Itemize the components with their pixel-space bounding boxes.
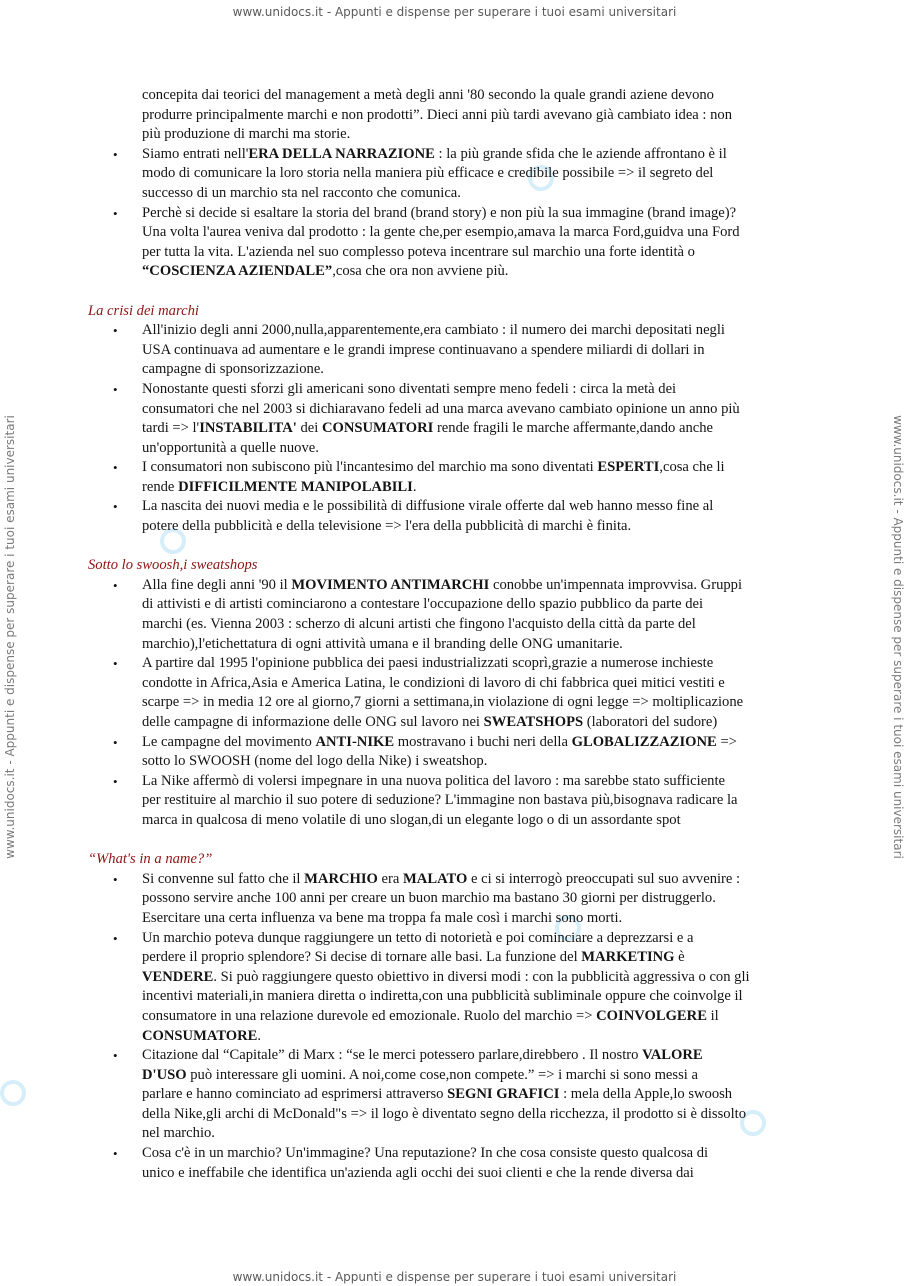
list-item: [0, 870, 909, 929]
bullet-icon: •: [113, 871, 118, 887]
text-line: La Nike affermò di volersi impegnare in una nuova politica del lavoro : ma sarebbe stato sufficiente: [142, 772, 726, 789]
section-title: La crisi dei marchi: [88, 302, 199, 319]
text-line: parlare e hanno cominciato ad esprimersi attraverso SEGNI GRAFICI : mela della Apple,lo swoosh: [142, 1086, 733, 1103]
bullet-icon: •: [113, 1048, 118, 1064]
text-line: I consumatori non subiscono più l'incantesimo del marchio ma sono diventati ESPERTI,cosa che li: [142, 459, 725, 476]
text-line: della Nike,gli archi di McDonald"s => il logo è diventato segno della ricchezza, il prodotto si è dissolto: [142, 1105, 746, 1122]
text-line: marca in qualcosa di meno volatile di uno slogan,di un elegante logo o di un assordante spot: [142, 811, 681, 828]
bullet-icon: •: [113, 773, 118, 789]
text-line: Alla fine degli anni '90 il MOVIMENTO ANTIMARCHI conobbe un'impennata improvvisa. Gruppi: [142, 576, 743, 593]
section: [0, 302, 909, 537]
text-line: Una volta l'aurea veniva dal prodotto : la gente che,per esempio,amava la marca Ford,guidva una Ford: [142, 224, 740, 241]
text-line: D'USO può interessare gli uomini. A noi,come cose,non compete.” => i marchi si sono messi a: [142, 1066, 698, 1083]
text-line: Un marchio poteva dunque raggiungere un tetto di notorietà e poi cominciare a deprezzarsi e a: [142, 929, 694, 946]
list-item: [0, 654, 909, 732]
bullet-icon: •: [113, 1146, 118, 1162]
text-line: Cosa c'è in un marchio? Un'immagine? Una reputazione? In che cosa consiste questo qualcosa di: [142, 1145, 709, 1162]
watermark-right: www.unidocs.it - Appunti e dispense per superare i tuoi esami universitari: [891, 415, 905, 859]
bullet-icon: •: [113, 499, 118, 515]
text-line: concepita dai teorici del management a metà degli anni '80 secondo la quale grandi aziene devono: [142, 87, 714, 103]
text-line: CONSUMATORE.: [142, 1027, 262, 1044]
text-line: sotto lo SWOOSH (nome del logo della Nike) i sweatshop.: [142, 753, 488, 770]
text-line: tardi => l'INSTABILITA' dei CONSUMATORI rende fragili le marche affermante,dando anche: [142, 420, 713, 437]
text-line: La nascita dei nuovi media e le possibilità di diffusione virale offerte dal web hanno messo fine al: [142, 498, 714, 515]
list-item: [0, 458, 909, 497]
list-item: [0, 321, 909, 380]
bullet-icon: •: [113, 205, 118, 221]
bullet-icon: •: [113, 146, 118, 162]
bullet-icon: •: [113, 381, 118, 397]
text-line: Si convenne sul fatto che il MARCHIO era MALATO e ci si interrogò preoccupati sul suo avvenire :: [142, 870, 741, 887]
watermark-bottom: www.unidocs.it - Appunti e dispense per superare i tuoi esami universitari: [232, 1270, 677, 1284]
text-line: per tutta la vita. L'azienda nel suo complesso poteva incentrare sul marchio una forte identità o: [142, 243, 695, 260]
text-line: A partire dal 1995 l'opinione pubblica dei paesi industrializzati scoprì,grazie a numerose inchieste: [142, 655, 714, 672]
text-line: marchi (es. Vienna 2003 : scherzo di alcuni artisti che fingono l'acquisto della città da parte del: [142, 616, 696, 633]
list-item: [0, 497, 909, 536]
text-line: nel marchio.: [142, 1125, 215, 1142]
text-line: Esercitare una certa influenza va bene ma troppa fa male così i marchi sono morti.: [142, 909, 623, 926]
text-line: marchio),l'etichettatura di ogni attività umana e il branding delle ONG umanitarie.: [142, 635, 623, 652]
list-item: [0, 380, 909, 458]
text-line: rende DIFFICILMENTE MANIPOLABILI.: [142, 478, 417, 495]
text-line: VENDERE. Si può raggiungere questo obiettivo in diversi modi : con la pubblicità aggressiva o con gli: [142, 968, 750, 985]
text-line: consumatore in una relazione durevole ed emozionale. Ruolo del marchio => COINVOLGERE il: [142, 1007, 719, 1024]
text-line: Siamo entrati nell'ERA DELLA NARRAZIONE : la più grande sfida che le aziende affrontano è il: [142, 145, 727, 162]
section-title: Sotto lo swoosh,i sweatshops: [88, 557, 258, 574]
watermark-left: www.unidocs.it - Appunti e dispense per superare i tuoi esami universitari: [3, 415, 17, 859]
bullet-icon: •: [113, 323, 118, 339]
text-line: Citazione dal “Capitale” di Marx : “se le merci potessero parlare,direbbero . Il nostro VALORE: [142, 1047, 703, 1064]
text-line: condotte in Africa,Asia e America Latina, le condizioni di lavoro di chi fabbrica quei mitici vestiti e: [142, 674, 725, 691]
text-line: All'inizio degli anni 2000,nulla,apparentemente,era cambiato : il numero dei marchi depositati negli: [142, 322, 725, 339]
text-line: potere della pubblicità e della televisione => l'era della pubblicità di marchi è finita.: [142, 518, 632, 535]
bullet-icon: •: [113, 656, 118, 672]
text-line: perdere il proprio splendore? Si decise di tornare alle basi. La funzione del MARKETING è: [142, 949, 685, 966]
list-item: [0, 1144, 909, 1183]
section: [0, 556, 909, 830]
intro-block: [0, 86, 909, 282]
text-line: consumatori che nel 2003 si dichiaravano fedeli ad una marca avevano cambiato opinione un anno più: [142, 400, 740, 417]
watermark-top: www.unidocs.it - Appunti e dispense per superare i tuoi esami universitari: [232, 5, 677, 19]
list-item: [0, 733, 909, 772]
text-line: “COSCIENZA AZIENDALE”,cosa che ora non avviene più.: [142, 263, 509, 280]
text-line: un'opportunità a quelle nuove.: [142, 439, 319, 456]
list-item: [0, 772, 909, 831]
text-line: delle campagne di informazione delle ONG sul lavoro nei SWEATSHOPS (laboratori del sudore): [142, 714, 718, 730]
text-line: Le campagne del movimento ANTI-NIKE mostravano i buchi neri della GLOBALIZZAZIONE =>: [142, 733, 737, 750]
text-line: scarpe => in media 12 ore al giorno,7 giorni a settimana,in violazione di ogni legge => moltiplicazione: [142, 694, 744, 711]
text-line: campagne di sponsorizzazione.: [142, 361, 324, 378]
text-line: Perchè si decide si esaltare la storia del brand (brand story) e non più la sua immagine (brand image)?: [142, 204, 737, 221]
list-item: [0, 1046, 909, 1144]
bullet-icon: •: [113, 460, 118, 476]
text-line: produrre principalmente marchi e non prodotti”. Dieci anni più tardi avevano già cambiato idea : non: [142, 106, 733, 123]
section: [0, 850, 909, 1183]
text-line: successo di un marchio sta nel racconto che comunica.: [142, 184, 461, 201]
text-line: USA continuava ad aumentare e le grandi imprese continuavano a spendere miliardi di dollari in: [142, 341, 705, 358]
text-line: per restituire al marchio il suo potere di seduzione? L'immagine non bastava più,bisognava radicare la: [142, 792, 738, 809]
bullet-icon: •: [113, 930, 118, 946]
text-line: possono servire anche 100 anni per creare un buon marchio ma bastano 30 giorni per distruggerlo.: [142, 890, 716, 907]
text-line: modo di comunicare la loro storia nella maniera più efficace e credibile possibile => il segreto del: [142, 165, 714, 182]
bullet-icon: •: [113, 734, 118, 750]
document-body: [0, 86, 909, 1183]
list-item: [0, 929, 909, 1047]
continuation-text: [0, 86, 909, 145]
text-line: più produzione di marchi ma storie.: [142, 126, 351, 143]
list-item: [0, 145, 909, 204]
text-line: Nonostante questi sforzi gli americani sono diventati sempre meno fedeli : circa la metà dei: [142, 380, 677, 397]
text-line: incentivi materiali,in maniera diretta o indiretta,con una pubblicità subliminale oppure che coinvolge il: [142, 988, 743, 1005]
text-line: di attivisti e di artisti cominciarono a contestare l'occupazione dello spazio pubblico da parte dei: [142, 596, 704, 613]
section-title: “What's in a name?”: [88, 851, 213, 868]
list-item: [0, 576, 909, 654]
bullet-icon: •: [113, 577, 118, 593]
list-item: [0, 204, 909, 282]
text-line: unico e ineffabile che identifica un'azienda agli occhi dei suoi clienti e che la rende diversa dai: [142, 1164, 694, 1181]
